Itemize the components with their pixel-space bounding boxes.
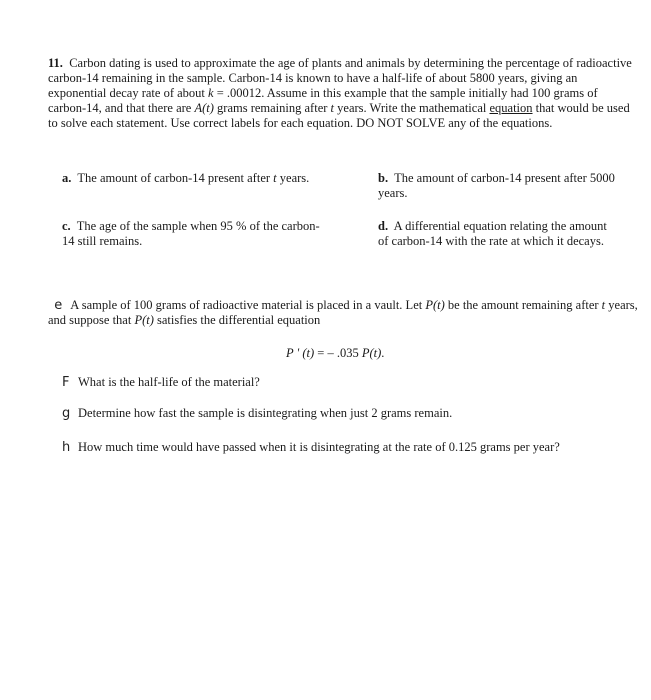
handwritten-mark-f: F (62, 375, 70, 390)
part-b-label: b. (378, 171, 389, 185)
problem-11-segment: Carbon dating is used to approximate the age of plants and animals by determining the percentage of radioactive carbon-14 remaining in the sample. Carbon-14 is known to have a half-life of about 5800 years, giving an exponential decay rate of about (48, 56, 632, 100)
equation-lhs-arg: (t) (299, 346, 318, 360)
handwritten-mark-g: g (62, 406, 71, 421)
part-a-text: The amount of carbon-14 present after (77, 171, 274, 185)
problem-11-segment: grams remaining after (213, 101, 331, 115)
differential-equation (286, 346, 486, 361)
part-c-text: The age of the sample when 95 % of the carbon-14 still remains. (62, 219, 320, 248)
problem-11-segment: years. Write the mathematical (334, 101, 490, 115)
part-d-text: A differential equation relating the amount of carbon-14 with the rate at which it decays. (378, 219, 607, 248)
question-h-text: How much time would have passed when it is disintegrating at the rate of 0.125 grams per year? (78, 440, 560, 454)
time-variable: t (601, 298, 606, 312)
part-a (62, 171, 352, 186)
equation-rhs-function: P(t) (361, 346, 382, 360)
problem-e (48, 298, 638, 328)
question-f-text: What is the half-life of the material? (78, 375, 260, 389)
handwritten-mark-h: h (62, 440, 71, 455)
problem-e-text: satisfies the differential equation (153, 313, 321, 327)
part-a-text-end: years. (276, 171, 310, 185)
equation-rhs: = – .035 (317, 346, 362, 360)
underlined-word: equation (489, 101, 533, 115)
remaining-function: P(t) (134, 313, 154, 327)
time-variable: t (330, 101, 335, 115)
question-g (62, 406, 622, 421)
part-d (378, 219, 618, 249)
problem-11-text (48, 56, 638, 131)
problem-number: 11. (48, 56, 63, 70)
problem-e-text: years, and suppose that (48, 298, 638, 327)
problem-e-text: A sample of 100 grams of radioactive material is placed in a vault. Let (70, 298, 426, 312)
question-f (62, 375, 622, 390)
problem-11-segment: = .00012. Assume in this example that the sample initially had 100 grams of carbon-14, and that there are (48, 86, 598, 115)
part-d-label: d. (378, 219, 389, 233)
amount-function: A(t) (194, 101, 214, 115)
handwritten-mark-e: e (54, 298, 63, 313)
equation-end: . (381, 346, 385, 360)
part-b (378, 171, 618, 201)
equation-lhs: P ' (286, 346, 300, 360)
part-c (62, 219, 322, 249)
problem-11-segment: that would be used to solve each statement. Use correct labels for each equation. DO NOT SOLVE any of the equations. (48, 101, 630, 130)
question-g-text: Determine how fast the sample is disintegrating when just 2 grams remain. (78, 406, 453, 420)
part-b-text: The amount of carbon-14 present after 5000 years. (378, 171, 615, 200)
remaining-function: P(t) (425, 298, 445, 312)
time-variable: t (273, 171, 277, 185)
problem-e-text: be the amount remaining after (444, 298, 602, 312)
part-a-label: a. (62, 171, 72, 185)
part-c-label: c. (62, 219, 71, 233)
decay-rate-symbol: k (208, 86, 214, 100)
problem-11 (48, 56, 638, 131)
question-h (62, 440, 642, 455)
